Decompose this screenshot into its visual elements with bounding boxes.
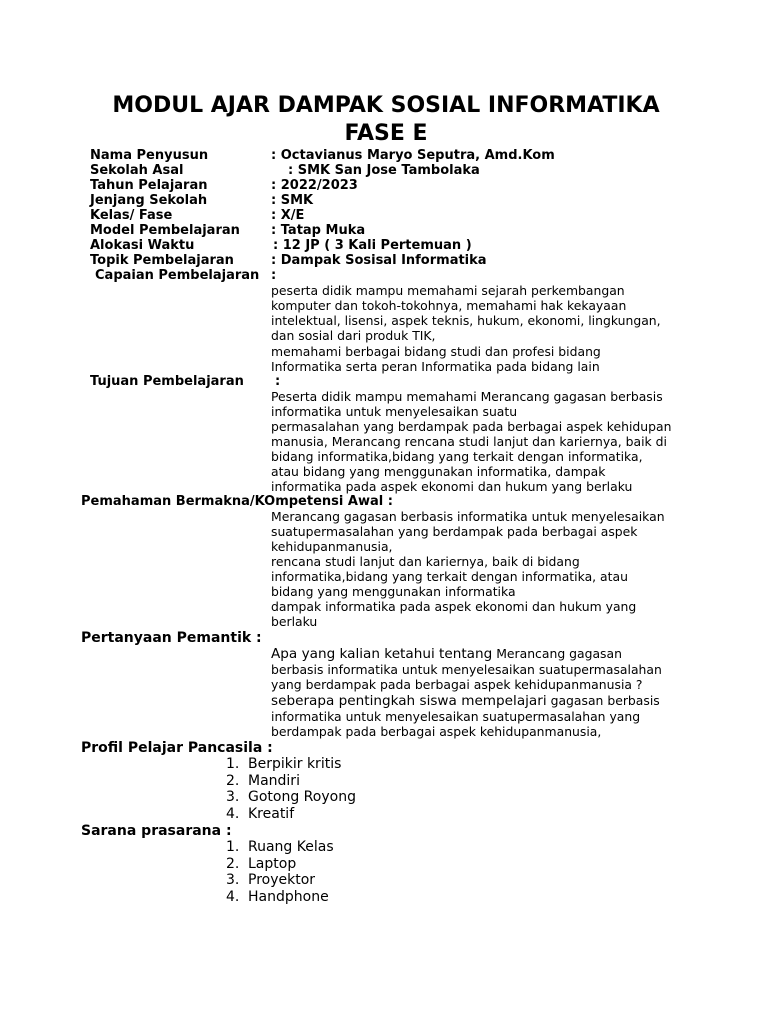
value-nama-penyusun: : Octavianus Maryo Seputra, Amd.Kom: [271, 148, 555, 163]
paragraph-line: rencana studi lanjut dan kariernya, baik di bidang: [271, 554, 580, 569]
value-jenjang-sekolah: : SMK: [271, 193, 314, 208]
value-topik-pembelajaran: : Dampak Sosisal Informatika: [271, 253, 487, 268]
label-nama-penyusun: Nama Penyusun: [90, 148, 209, 163]
list-item: 1. Berpikir kritis: [226, 756, 342, 772]
list-item-text: Proyektor: [248, 872, 316, 889]
profil-list: [226, 756, 356, 823]
label-capaian-pembelajaran: Capaian Pembelajaran: [95, 268, 260, 283]
list-item-text: Berpikir kritis: [248, 756, 342, 772]
paragraph-line: dampak informatika pada aspek ekonomi dan hukum yang: [271, 599, 637, 614]
list-item: 2. Mandiri: [226, 772, 300, 789]
paragraph-line: informatika pada aspek ekonomi dan hukum yang berlaku: [271, 479, 633, 494]
paragraph-line: kehidupanmanusia,: [271, 539, 393, 554]
document-title-line1: MODUL AJAR DAMPAK SOSIAL INFORMATIKA: [112, 93, 660, 118]
label-tahun-pelajaran: Tahun Pelajaran: [90, 178, 208, 193]
paragraph-line: komputer dan tokoh-tokohnya, memahami hak kekayaan: [271, 298, 627, 313]
list-item-text: Mandiri: [248, 772, 300, 789]
label-model-pembelajaran: Model Pembelajaran: [90, 223, 240, 238]
question-2-rest: gagasan berbasis: [546, 693, 660, 708]
question-1-rest: Merancang gagasan: [492, 646, 622, 661]
paragraph-line: Merancang gagasan berbasis informatika untuk menyelesaikan: [271, 509, 665, 524]
paragraph-line: intelektual, lisensi, aspek teknis, hukum, ekonomi, lingkungan,: [271, 313, 661, 328]
paragraph-line: bidang yang menggunakan informatika: [271, 584, 516, 599]
value-capaian-colon: :: [271, 268, 277, 283]
section-heading-pemahaman: Pemahaman Bermakna/KOmpetensi Awal :: [81, 494, 393, 509]
value-kelas-fase: : X/E: [271, 208, 305, 223]
list-item: 4. Handphone: [226, 889, 329, 906]
paragraph-line: suatupermasalahan yang berdampak pada berbagai aspek: [271, 524, 638, 539]
paragraph-line: bidang informatika,bidang yang terkait dengan informatika,: [271, 449, 643, 464]
paragraph-line: atau bidang yang menggunakan informatika, dampak: [271, 464, 606, 479]
question-1-lead: Apa yang kalian ketahui tentang: [271, 646, 493, 662]
list-item-text: Laptop: [248, 855, 297, 872]
value-alokasi-waktu: : 12 JP ( 3 Kali Pertemuan ): [273, 238, 472, 253]
value-model-pembelajaran: : Tatap Muka: [271, 223, 366, 238]
paragraph-line: berdampak pada berbagai aspek kehidupanmanusia,: [271, 724, 602, 739]
paragraph-line: manusia, Merancang rencana studi lanjut dan kariernya, baik di: [271, 434, 667, 449]
value-sekolah-asal: : SMK San Jose Tambolaka: [288, 163, 480, 178]
paragraph-line: yang berdampak pada berbagai aspek kehidupanmanusia ?: [271, 677, 643, 692]
value-tahun-pelajaran: : 2022/2023: [271, 178, 358, 193]
list-item-text: Ruang Kelas: [248, 839, 334, 855]
label-alokasi-waktu: Alokasi Waktu: [90, 238, 195, 253]
paragraph-line: informatika untuk menyelesaikan suatu: [271, 404, 518, 419]
list-item: 1. Ruang Kelas: [226, 839, 334, 855]
paragraph-line: Peserta didik mampu memahami Merancang gagasan berbasis: [271, 389, 663, 404]
list-item: 2. Laptop: [226, 855, 297, 872]
list-item: 3. Proyektor: [226, 872, 316, 889]
list-item-text: Handphone: [248, 889, 329, 906]
section-heading-pertanyaan: Pertanyaan Pemantik :: [81, 630, 262, 646]
label-jenjang-sekolah: Jenjang Sekolah: [90, 193, 208, 208]
sarana-list: [226, 839, 334, 906]
paragraph-line: berbasis informatika untuk menyelesaikan suatupermasalahan: [271, 662, 662, 677]
list-item: 3. Gotong Royong: [226, 789, 356, 806]
question-2-first-line: [271, 693, 660, 709]
label-tujuan-pembelajaran: Tujuan Pembelajaran: [90, 374, 244, 389]
value-tujuan-colon: :: [275, 374, 281, 389]
paragraph-line: memahami berbagai bidang studi dan profesi bidang: [271, 344, 601, 359]
paragraph-line: informatika untuk menyelesaikan suatupermasalahan yang: [271, 709, 641, 724]
label-sekolah-asal: Sekolah Asal: [90, 163, 184, 178]
paragraph-line: peserta didik mampu memahami sejarah perkembangan: [271, 283, 625, 298]
paragraph-line: dan sosial dari produk TIK,: [271, 328, 436, 343]
paragraph-line: Informatika serta peran Informatika pada bidang lain: [271, 359, 600, 374]
list-item-text: Gotong Royong: [248, 789, 356, 806]
label-kelas-fase: Kelas/ Fase: [90, 208, 173, 223]
question-1-first-line: [271, 646, 622, 662]
list-item: 4. Kreatif: [226, 806, 295, 823]
list-item-text: Kreatif: [248, 806, 295, 823]
section-heading-sarana: Sarana prasarana :: [81, 823, 232, 839]
paragraph-line: berlaku: [271, 614, 318, 629]
document-title-line2: FASE E: [344, 121, 428, 146]
paragraph-line: informatika,bidang yang terkait dengan informatika, atau: [271, 569, 628, 584]
label-topik-pembelajaran: Topik Pembelajaran: [90, 253, 234, 268]
question-2-lead: seberapa pentingkah siswa mempelajari: [271, 693, 547, 709]
section-heading-profil: Profil Pelajar Pancasila :: [81, 740, 273, 756]
paragraph-line: permasalahan yang berdampak pada berbagai aspek kehidupan: [271, 419, 672, 434]
